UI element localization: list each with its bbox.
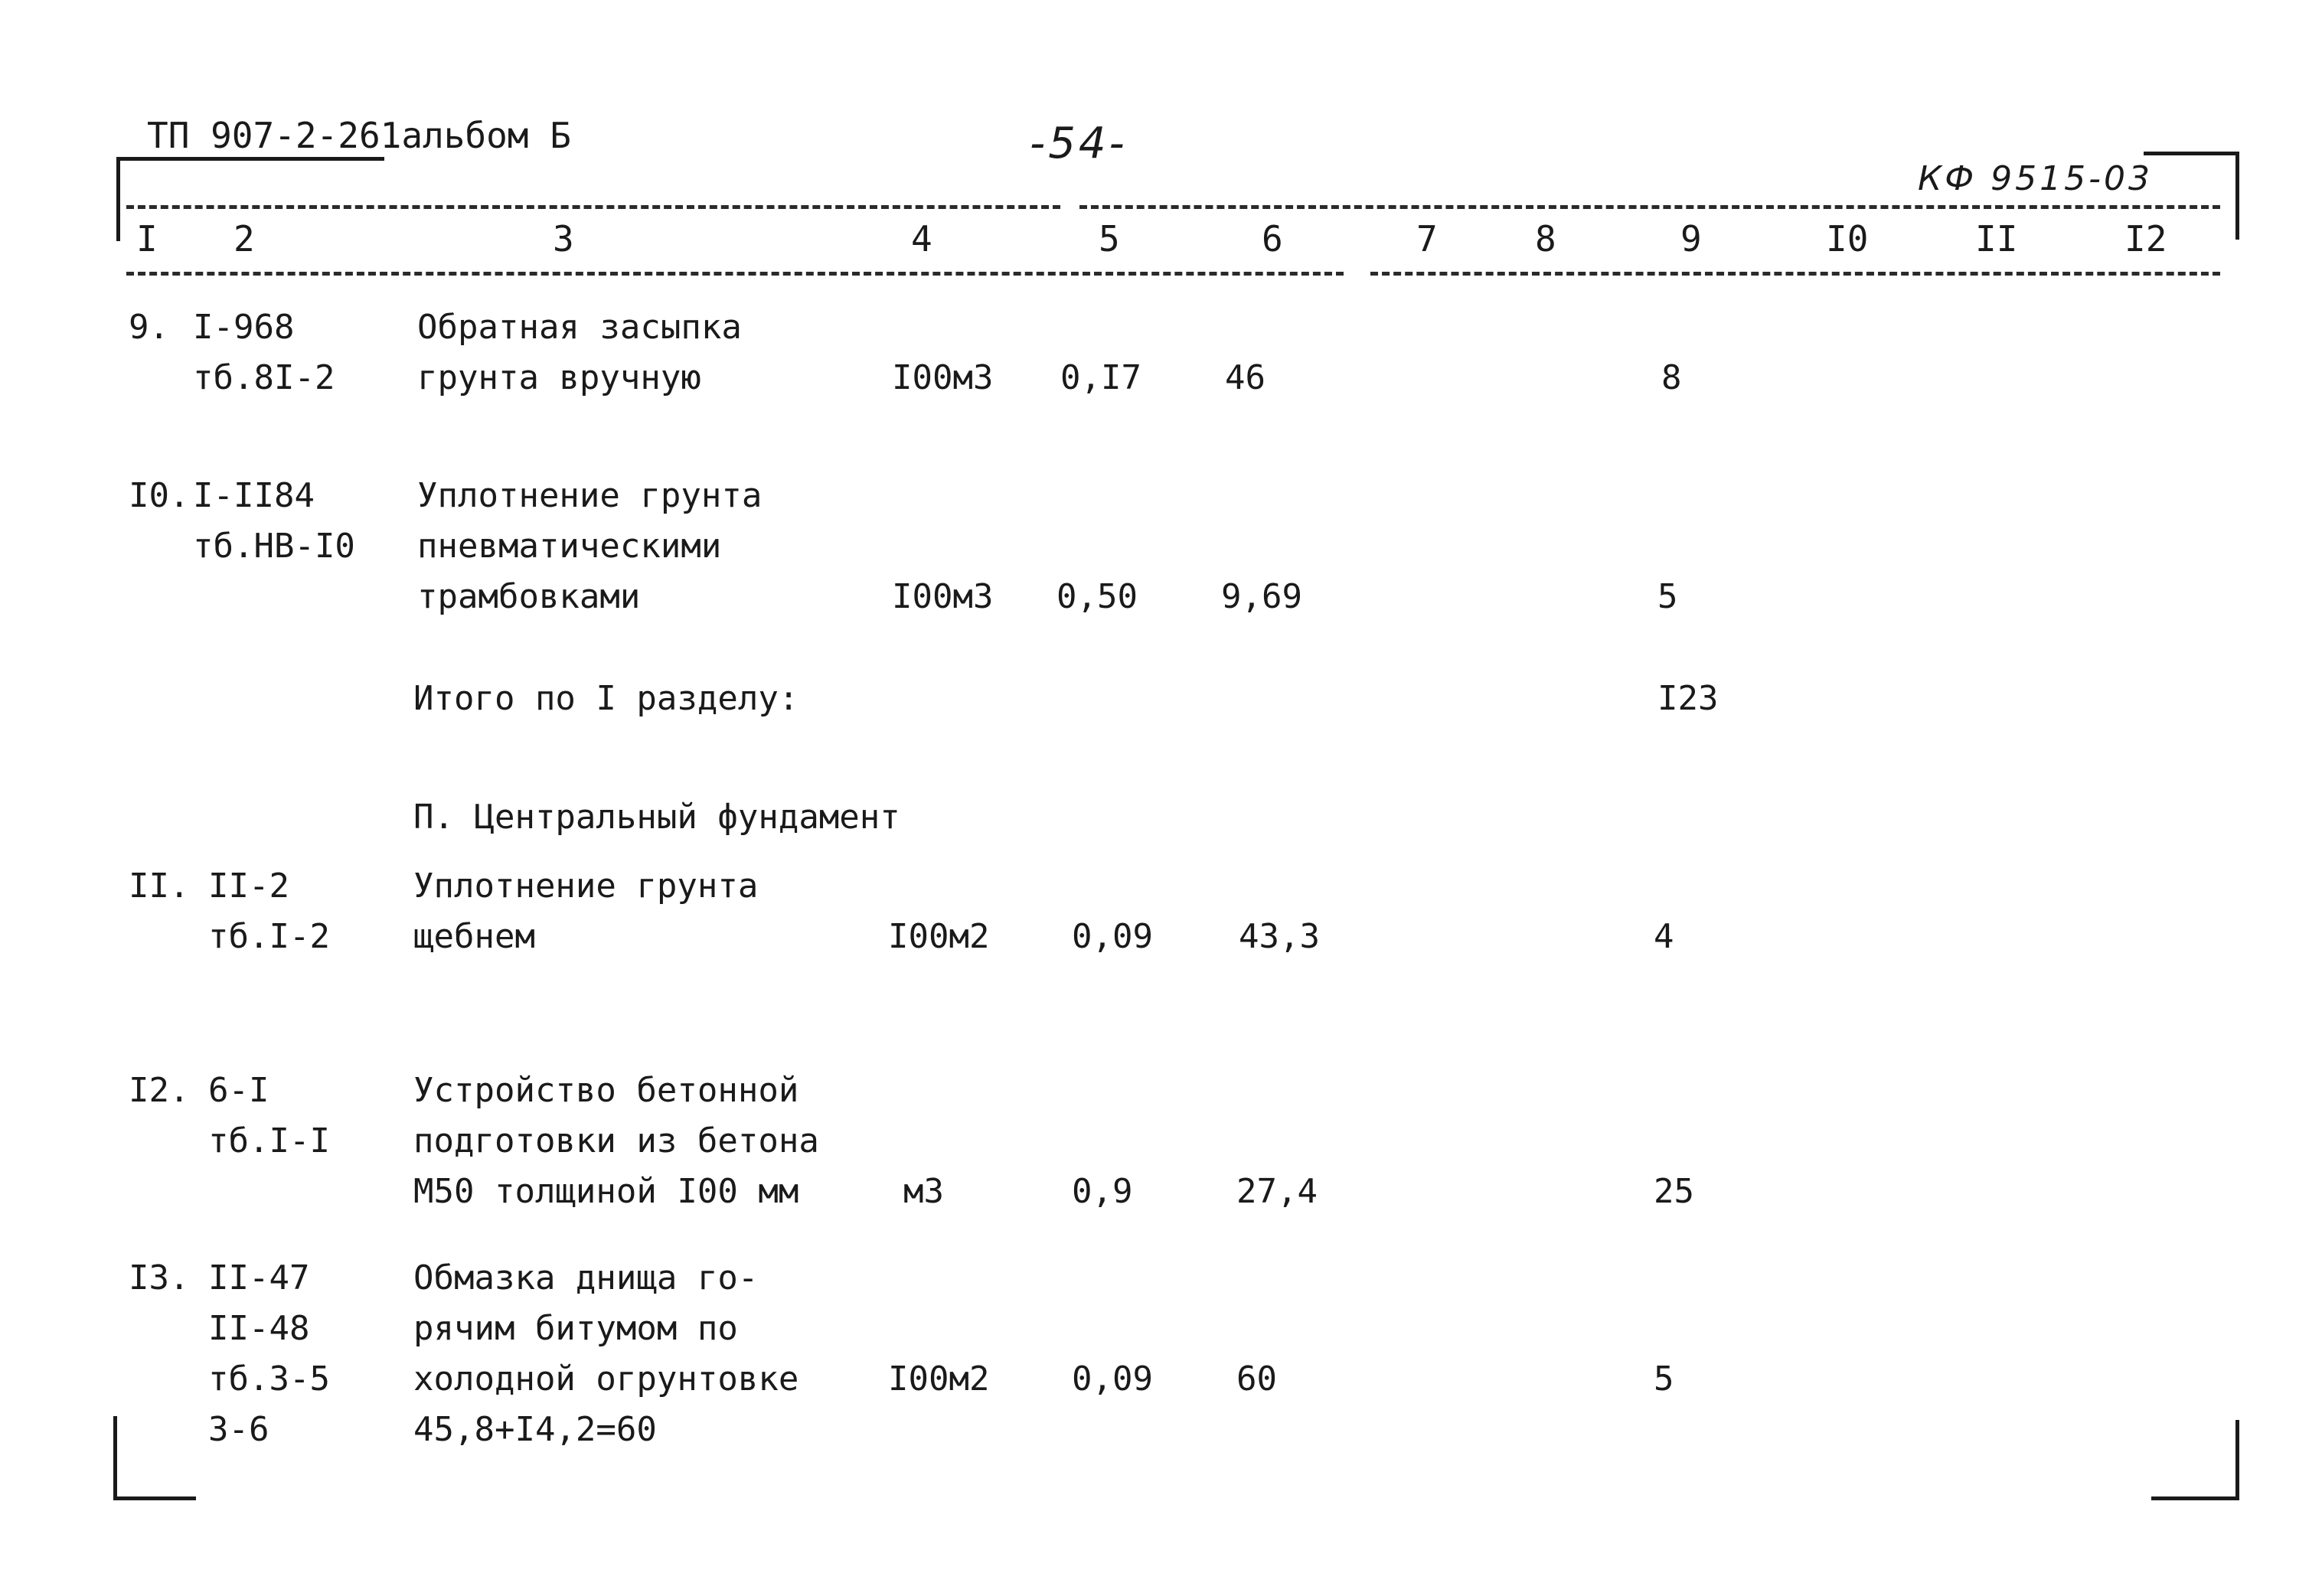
row-number: 9. xyxy=(129,308,169,347)
column-header-9: 9 xyxy=(1680,218,1702,259)
work-description: Уплотнение грунта xyxy=(413,867,759,906)
work-description: щебнем xyxy=(413,917,535,956)
column-header-12: I2 xyxy=(2124,218,2167,259)
norm-code: I-968 xyxy=(193,308,295,347)
unit: м3 xyxy=(903,1172,944,1211)
table-row xyxy=(0,1253,2322,1455)
norm-code: II-48 xyxy=(208,1309,310,1348)
norm-code: II-47 xyxy=(208,1258,310,1297)
summary-total: I23 xyxy=(1657,679,1719,718)
column-header-7: 7 xyxy=(1416,218,1438,259)
norm-code: 6-I xyxy=(208,1071,269,1110)
row-number: I2. xyxy=(129,1071,190,1110)
column-header-4: 4 xyxy=(911,218,932,259)
norm-code: тб.НВ-I0 xyxy=(193,527,355,566)
row-number: I3. xyxy=(129,1258,190,1297)
quantity: 0,50 xyxy=(1056,577,1138,616)
work-description: холодной огрунтовке xyxy=(413,1359,799,1399)
work-description: М50 толщиной I00 мм xyxy=(413,1172,799,1211)
quantity: 0,9 xyxy=(1072,1172,1133,1211)
column-header-1: I xyxy=(136,218,158,259)
total-cost: 5 xyxy=(1654,1359,1674,1399)
work-description: Обратная засыпка xyxy=(417,308,742,347)
column-header-2: 2 xyxy=(234,218,255,259)
work-description: Уплотнение грунта xyxy=(417,476,763,515)
column-header-3: 3 xyxy=(553,218,574,259)
work-description: грунта вручную xyxy=(417,358,701,397)
unit: I00м2 xyxy=(888,917,990,956)
quantity: 0,I7 xyxy=(1060,358,1141,397)
column-header-6: 6 xyxy=(1262,218,1283,259)
total-cost: 25 xyxy=(1654,1172,1694,1211)
work-description: подготовки из бетона xyxy=(413,1121,819,1160)
norm-code: тб.I-2 xyxy=(208,917,330,956)
quantity: 0,09 xyxy=(1072,1359,1153,1399)
header-rule-top-right xyxy=(1079,205,2220,209)
unit-price: 46 xyxy=(1225,358,1266,397)
norm-code: тб.3-5 xyxy=(208,1359,330,1399)
column-header-5: 5 xyxy=(1099,218,1120,259)
work-description: пневматическими xyxy=(417,527,722,566)
norm-code: I-II84 xyxy=(193,476,315,515)
header-rule-bottom-left xyxy=(126,272,1344,276)
section-summary-row xyxy=(0,674,2322,724)
total-cost: 8 xyxy=(1661,358,1682,397)
table-row xyxy=(0,302,2322,410)
column-header-8: 8 xyxy=(1535,218,1556,259)
row-number: II. xyxy=(129,867,190,906)
table-row xyxy=(0,471,2322,624)
frame-top-right-horizontal xyxy=(2144,152,2239,155)
summary-label: Итого по I разделу: xyxy=(413,679,799,718)
table-row xyxy=(0,861,2322,968)
unit-price: 9,69 xyxy=(1221,577,1302,616)
frame-top-left-horizontal xyxy=(116,157,384,161)
total-cost: 4 xyxy=(1654,917,1674,956)
document-reference: ТП 907-2-261альбом Б xyxy=(147,115,571,156)
table-row xyxy=(0,1066,2322,1219)
work-description: трамбовками xyxy=(417,577,641,616)
frame-bottom-left-horizontal xyxy=(113,1496,196,1500)
row-number: I0. xyxy=(129,476,190,515)
norm-code: тб.8I-2 xyxy=(193,358,335,397)
norm-code: 3-6 xyxy=(208,1410,269,1449)
column-header-11: II xyxy=(1975,218,2018,259)
work-description: Устройство бетонной xyxy=(413,1071,799,1110)
document-code: КФ 9515-03 xyxy=(1918,159,2153,198)
work-description: рячим битумом по xyxy=(413,1309,738,1348)
unit: I00м3 xyxy=(892,577,994,616)
frame-bottom-right-horizontal xyxy=(2151,1496,2239,1500)
norm-code: тб.I-I xyxy=(208,1121,330,1160)
norm-code: II-2 xyxy=(208,867,289,906)
quantity: 0,09 xyxy=(1072,917,1153,956)
unit-price: 60 xyxy=(1236,1359,1277,1399)
header-rule-bottom-right xyxy=(1370,272,2220,276)
work-description: Обмазка днища го- xyxy=(413,1258,759,1297)
unit: I00м3 xyxy=(892,358,994,397)
unit-price: 43,3 xyxy=(1239,917,1320,956)
total-cost: 5 xyxy=(1657,577,1678,616)
frame-top-right-vertical xyxy=(2235,152,2239,240)
frame-top-left-vertical xyxy=(116,157,120,241)
column-header-10: I0 xyxy=(1826,218,1869,259)
unit: I00м2 xyxy=(888,1359,990,1399)
section-heading: П. Центральный фундамент xyxy=(413,798,900,837)
unit-price: 27,4 xyxy=(1236,1172,1318,1211)
page-number: -54- xyxy=(1030,119,1128,168)
work-description: 45,8+I4,2=60 xyxy=(413,1410,657,1449)
header-rule-top-left xyxy=(126,205,1060,209)
